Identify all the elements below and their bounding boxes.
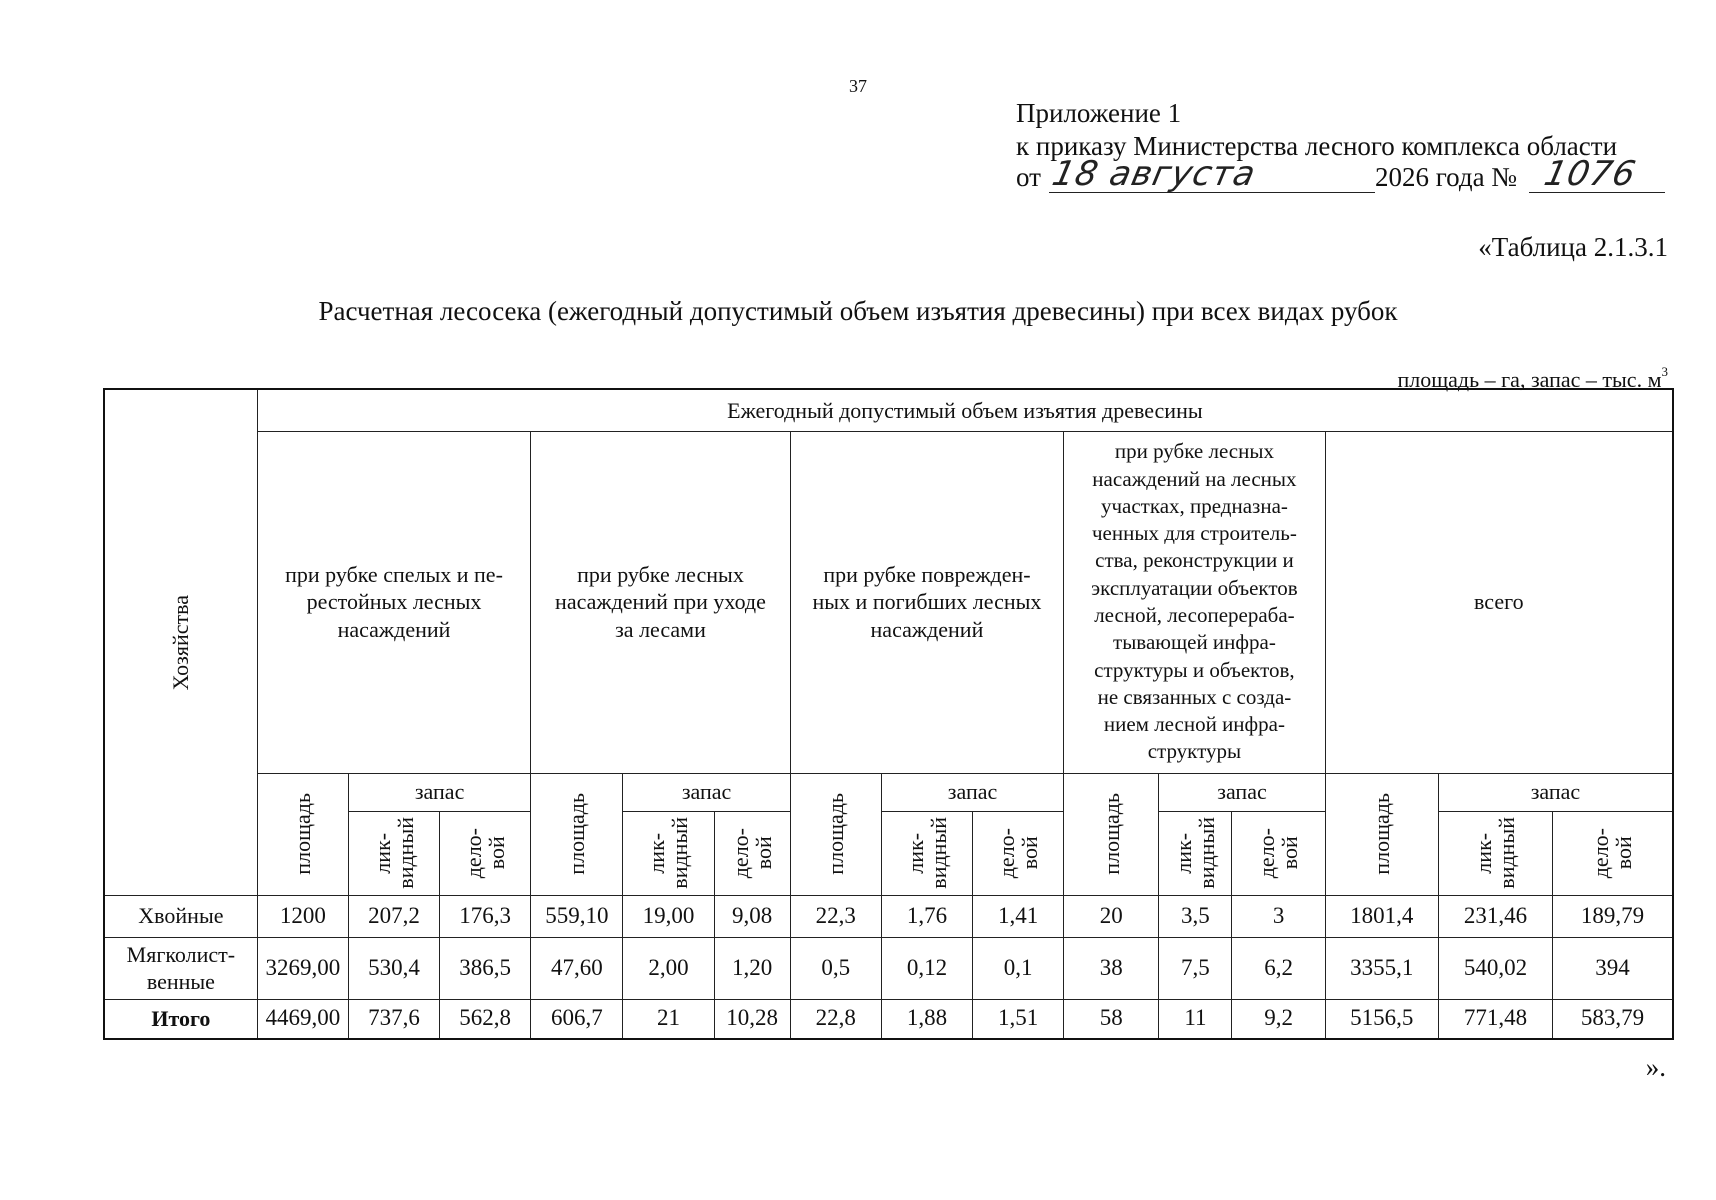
table-cell: 189,79 — [1553, 895, 1673, 937]
table-cell: 7,5 — [1159, 937, 1232, 999]
table-row — [104, 937, 1673, 999]
table-cell: 0,5 — [790, 937, 881, 999]
liquid-label: лик- видный — [902, 817, 951, 889]
subheader-business — [714, 811, 790, 895]
table-cell: 771,48 — [1438, 999, 1552, 1039]
appendix-date-line — [1016, 154, 1665, 194]
subheader-liquid — [623, 811, 714, 895]
table-cell: 737,6 — [348, 999, 439, 1039]
table-cell: 1200 — [257, 895, 348, 937]
table-cell: 207,2 — [348, 895, 439, 937]
appendix-title: Приложение 1 — [1016, 98, 1182, 128]
table-cell: 1,76 — [881, 895, 972, 937]
subheader-area — [1325, 773, 1438, 895]
table-cell: 1,51 — [973, 999, 1064, 1039]
subheader-stock: запас — [348, 773, 530, 811]
table-cell: 231,46 — [1438, 895, 1552, 937]
handwritten-date: 18 августа — [1048, 154, 1260, 194]
table-cell: 394 — [1553, 937, 1673, 999]
area-label: площадь — [564, 793, 590, 875]
group-header-mature-cutting: при рубке спелых и пе- рестойных лесных насаждений — [257, 431, 530, 773]
table-cell: 386,5 — [440, 937, 531, 999]
area-label: площадь — [823, 793, 849, 875]
year-text: 2026 года № — [1374, 162, 1518, 192]
table-cell: 3269,00 — [257, 937, 348, 999]
units-superscript: 3 — [1661, 364, 1668, 379]
liquid-label: лик- видный — [369, 817, 419, 889]
table-cell: 58 — [1064, 999, 1159, 1039]
subheader-liquid — [881, 811, 972, 895]
date-blank — [1048, 154, 1375, 194]
subheader-stock: запас — [623, 773, 790, 811]
table-cell: 4469,00 — [257, 999, 348, 1039]
table-cell: 3,5 — [1159, 895, 1232, 937]
subheader-business — [1553, 811, 1673, 895]
business-label: дело- вой — [728, 827, 777, 879]
table-cell: 559,10 — [531, 895, 623, 937]
table-cell: 540,02 — [1438, 937, 1552, 999]
row-name: Мягколист- венные — [104, 937, 257, 999]
table-row — [104, 895, 1673, 937]
table-cell: 1,41 — [973, 895, 1064, 937]
handwritten-number: 1076 — [1540, 154, 1640, 194]
group-header-damaged-cutting: при рубке поврежден- ных и погибших лесных насаждений — [790, 431, 1063, 773]
table-row — [104, 999, 1673, 1039]
table-cell: 9,2 — [1232, 999, 1325, 1039]
liquid-label: лик- видный — [1471, 817, 1520, 889]
liquid-label: лик- видный — [1171, 817, 1220, 889]
area-label: площадь — [1098, 793, 1124, 875]
liquid-label: лик- видный — [644, 817, 693, 889]
table-heading: Расчетная лесосека (ежегодный допустимый объем изъятия древесины) при всех видах рубок — [318, 296, 1398, 326]
table-cell: 3355,1 — [1325, 937, 1438, 999]
table-body — [104, 895, 1673, 1039]
date-prefix: от — [1016, 162, 1041, 192]
table-cell: 530,4 — [348, 937, 439, 999]
table-cell: 0,1 — [973, 937, 1064, 999]
table-cell: 1,20 — [714, 937, 790, 999]
table-cell: 1801,4 — [1325, 895, 1438, 937]
table-cell: 176,3 — [440, 895, 531, 937]
subheader-stock: запас — [1438, 773, 1673, 811]
table-cell: 6,2 — [1232, 937, 1325, 999]
area-label: площадь — [290, 793, 316, 875]
table-cell: 3 — [1232, 895, 1325, 937]
group-header-infrastructure-cutting: при рубке лесных насаждений на лесных участках, предназна- ченных для строитель- ства, реконструкции и эксплуатации объектов лесной, лесоперераба- тывающей инфра- структуры и объектов, не связанных с созда- нием лесной инфра- структуры — [1064, 431, 1325, 773]
business-label: дело- вой — [1254, 827, 1303, 879]
table-cell: 38 — [1064, 937, 1159, 999]
row-header-cell — [104, 389, 257, 895]
table-cell: 9,08 — [714, 895, 790, 937]
subheader-stock: запас — [1159, 773, 1325, 811]
subheader-business — [440, 811, 531, 895]
table-cell: 1,88 — [881, 999, 972, 1039]
table-cell: 11 — [1159, 999, 1232, 1039]
business-label: дело- вой — [994, 827, 1043, 879]
table-cell: 583,79 — [1553, 999, 1673, 1039]
closing-quote: ». — [1645, 1052, 1666, 1082]
area-label: площадь — [1369, 793, 1395, 875]
units-text: площадь – га, запас – тыс. м — [1397, 367, 1662, 392]
table-cell: 562,8 — [440, 999, 531, 1039]
subheader-area — [790, 773, 881, 895]
table-cell: 22,3 — [790, 895, 881, 937]
table-cell: 21 — [623, 999, 714, 1039]
subheader-area — [1064, 773, 1159, 895]
subheader-business — [1232, 811, 1325, 895]
group-header-total: всего — [1325, 431, 1673, 773]
row-header-label: Хозяйства — [168, 594, 194, 690]
forest-cut-table — [103, 388, 1674, 1040]
table-cell: 606,7 — [531, 999, 623, 1039]
business-label: дело- вой — [1588, 827, 1637, 879]
table-cell: 22,8 — [790, 999, 881, 1039]
table-cell: 5156,5 — [1325, 999, 1438, 1039]
table-cell: 0,12 — [881, 937, 972, 999]
group-header-care-cutting: при рубке лесных насаждений при уходе за лесами — [531, 431, 790, 773]
subheader-liquid — [1159, 811, 1232, 895]
table-cell: 19,00 — [623, 895, 714, 937]
subheader-business — [973, 811, 1064, 895]
table-label: «Таблица 2.1.3.1 — [1478, 232, 1668, 262]
number-blank — [1529, 154, 1665, 194]
table-cell: 2,00 — [623, 937, 714, 999]
business-label: дело- вой — [461, 827, 510, 879]
page-number: 37 — [849, 76, 867, 96]
table-cell: 20 — [1064, 895, 1159, 937]
row-name: Итого — [104, 999, 257, 1039]
subheader-liquid — [348, 811, 439, 895]
table-cell: 47,60 — [531, 937, 623, 999]
top-header: Ежегодный допустимый объем изъятия древесины — [257, 389, 1673, 431]
subheader-stock: запас — [881, 773, 1063, 811]
subheader-liquid — [1438, 811, 1552, 895]
appendix-order-line: к приказу Министерства лесного комплекса области — [1016, 131, 1618, 161]
subheader-area — [531, 773, 623, 895]
row-name: Хвойные — [104, 895, 257, 937]
subheader-area — [257, 773, 348, 895]
table-cell: 10,28 — [714, 999, 790, 1039]
